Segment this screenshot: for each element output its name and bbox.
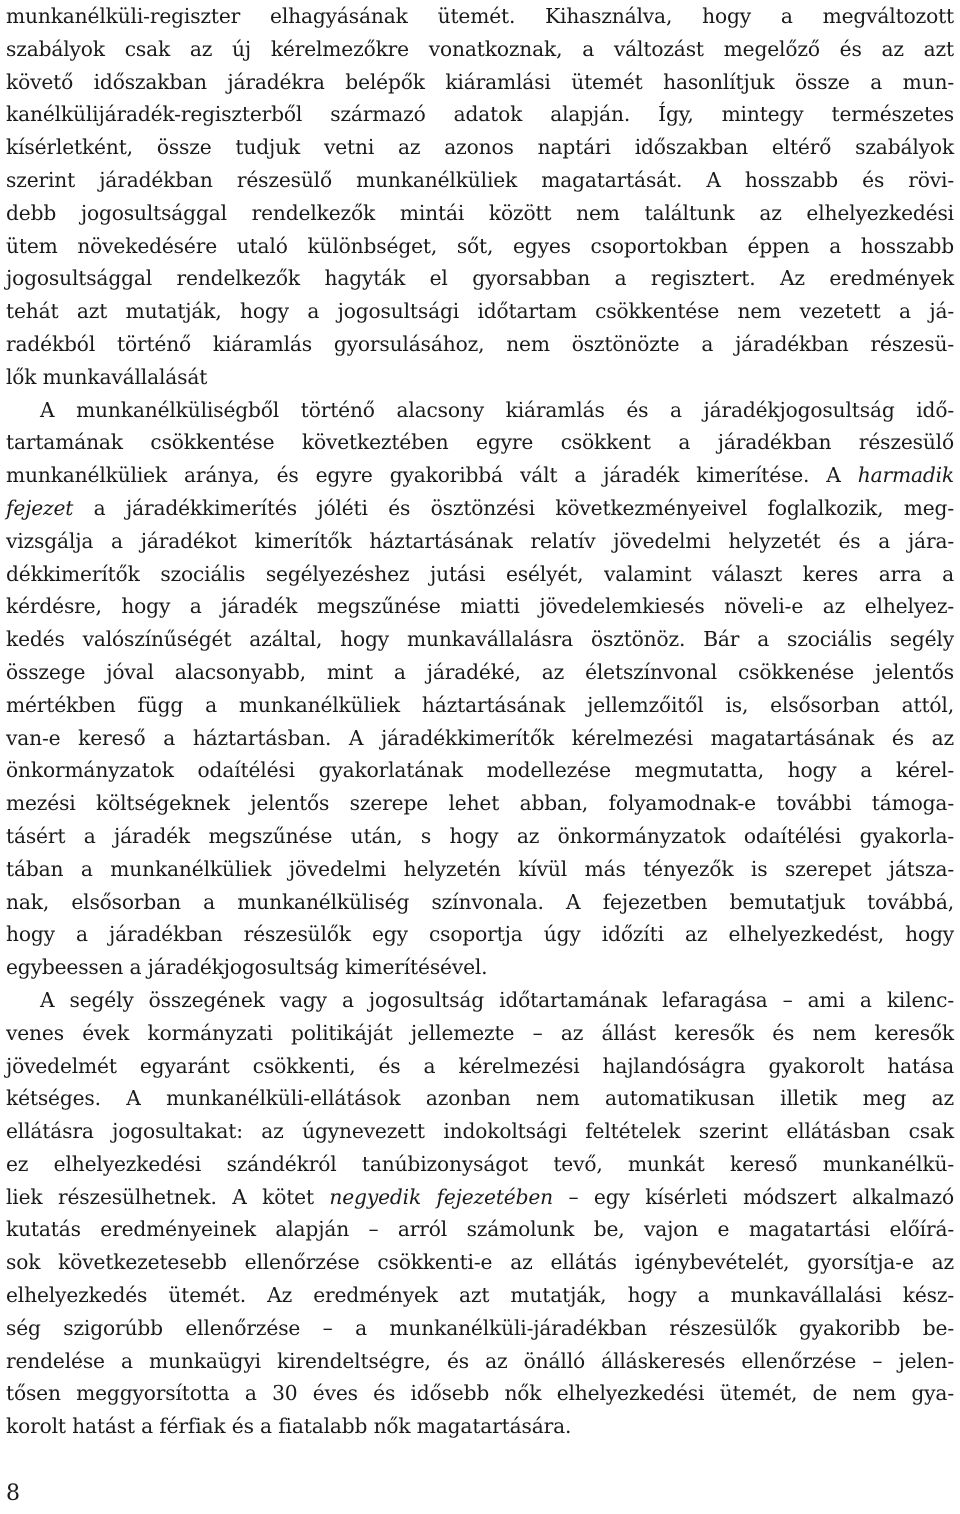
text-line: munkanélküli-regiszter elhagyásának ütemét. Kihasználva, hogy a megváltozott (6, 4, 954, 28)
text-line: dékkimerítők szociális segélyezéshez jutási esélyét, valamint választ keres arra a (6, 561, 954, 586)
text-line: radékból történő kiáramlás gyorsulásához, nem ösztönözte a járadékban részesü- (6, 331, 954, 356)
text-line: kedés valószínűségét azáltal, hogy munkavállalásra ösztönöz. Bár a szociális segély (6, 627, 954, 652)
text-line: tartamának csökkentése következtében egyre csökkent a járadékban részesülő (6, 430, 954, 455)
text-line: kutatás eredményeinek alapján – arról számolunk be, vajon e magatartási előírá- (6, 1217, 954, 1242)
text-line: ség szigorúbb ellenőrzése – a munkanélküli-járadékban részesülők gyakoribb be- (6, 1315, 954, 1340)
text-line: ellátásra jogosultakat: az úgynevezett indokoltsági feltételek szerint ellátásban csak (6, 1119, 954, 1144)
text-line: vizsgálja a járadékot kimerítők háztartásának relatív jövedelmi helyzetét és a jára- (6, 528, 954, 553)
text-line: összege jóval alacsonyabb, mint a járadéké, az életszínvonal csökkenése jelentős (6, 659, 954, 684)
text-line: ütem növekedésére utaló különbséget, sőt, egyes csoportokban éppen a hosszabb (6, 233, 954, 258)
text-line: tehát azt mutatják, hogy a jogosultsági időtartam csökkentése nem vezetett a já- (6, 299, 954, 324)
text-line: A munkanélküliségből történő alacsony kiáramlás és a járadékjogosultság idő- (40, 397, 954, 422)
text-line: rendelése a munkaügyi kirendeltségre, és az önálló álláskeresés ellenőrzése – jelen- (6, 1348, 954, 1373)
paragraph (6, 394, 954, 984)
text-line: követő időszakban járadékra belépők kiáramlási ütemét hasonlítjuk össze a mun- (6, 69, 954, 94)
text-line: kísérletként, össze tudjuk vetni az azonos naptári időszakban eltérő szabályok (6, 135, 954, 160)
text-line: lők munkavállalását (6, 364, 208, 389)
text-line: tősen meggyorsította a 30 éves és idősebb nők elhelyezkedési ütemét, de nem gya- (6, 1381, 954, 1406)
text-line: szerint járadékban részesülő munkanélküliek magatartását. A hosszabb és rövi- (6, 167, 954, 192)
text-line: nak, elsősorban a munkanélküliség színvonala. A fejezetben bemutatjuk továbbá, (6, 889, 954, 914)
text-line: tásért a járadék megszűnése után, s hogy az önkormányzatok odaítélési gyakorla- (6, 823, 954, 848)
text-line: munkanélküliek aránya, és egyre gyakoribbá vált a járadék kimerítése. A harmadik (6, 463, 954, 488)
page-number: 8 (6, 1481, 20, 1506)
text-line: van-e kereső a háztartásban. A járadékkimerítők kérelmezési magatartásának és az (6, 725, 954, 750)
text-line: korolt hatást a férfiak és a fiatalabb nők magatartására. (6, 1414, 572, 1439)
text-line: elhelyezkedés ütemét. Az eredmények azt mutatják, hogy a munkavállalási kész- (6, 1283, 954, 1308)
text-line: hogy a járadékban részesülők egy csoportja úgy időzíti az elhelyezkedést, hogy (6, 922, 954, 947)
text-line: tában a munkanélküliek jövedelmi helyzetén kívül más tényezők is szerepet játsza- (6, 856, 954, 881)
document-body (6, 0, 954, 1443)
text-line: fejezet a járadékkimerítés jóléti és ösztönzési következményeivel foglalkozik, meg- (6, 495, 954, 520)
paragraph (6, 984, 954, 1443)
text-line: mértékben függ a munkanélküliek háztartásának jellemzőitől is, elsősorban attól, (6, 692, 954, 717)
text-line: mezési költségeknek jelentős szerepe lehet abban, folyamodnak-e további támoga- (6, 791, 954, 816)
text-line: önkormányzatok odaítélési gyakorlatának modellezése megmutatta, hogy a kérel- (6, 758, 954, 783)
paragraph (6, 0, 954, 394)
text-line: kanélkülijáradék-regiszterből származó adatok alapján. Így, mintegy természetes (6, 102, 954, 127)
text-line: ez elhelyezkedési szándékról tanúbizonyságot tevő, munkát kereső munkanélkü- (6, 1151, 954, 1176)
text-line: debb jogosultsággal rendelkezők mintái között nem találtunk az elhelyezkedési (6, 200, 954, 225)
text-line: egybeessen a járadékjogosultság kimerítésével. (6, 955, 488, 980)
text-line: kétséges. A munkanélküli-ellátások azonban nem automatikusan illetik meg az (6, 1086, 954, 1111)
text-line: A segély összegének vagy a jogosultság időtartamának lefaragása – ami a kilenc- (40, 987, 954, 1012)
text-line: jogosultsággal rendelkezők hagyták el gyorsabban a regisztert. Az eredmények (6, 266, 954, 291)
text-line: kérdésre, hogy a járadék megszűnése miatti jövedelemkiesés növeli-e az elhelyez- (6, 594, 954, 619)
text-line: venes évek kormányzati politikáját jellemezte – az állást keresők és nem keresők (6, 1020, 954, 1045)
text-line: liek részesülhetnek. A kötet negyedik fejezetében – egy kísérleti módszert alkalmazó (6, 1184, 954, 1209)
text-line: sok következetesebb ellenőrzése csökkenti-e az ellátás igénybevételét, gyorsítja-e az (6, 1250, 954, 1275)
text-line: jövedelmét egyaránt csökkenti, és a kérelmezési hajlandóságra gyakorolt hatása (6, 1053, 954, 1078)
text-line: szabályok csak az új kérelmezőkre vonatkoznak, a változást megelőző és az azt (6, 36, 954, 61)
